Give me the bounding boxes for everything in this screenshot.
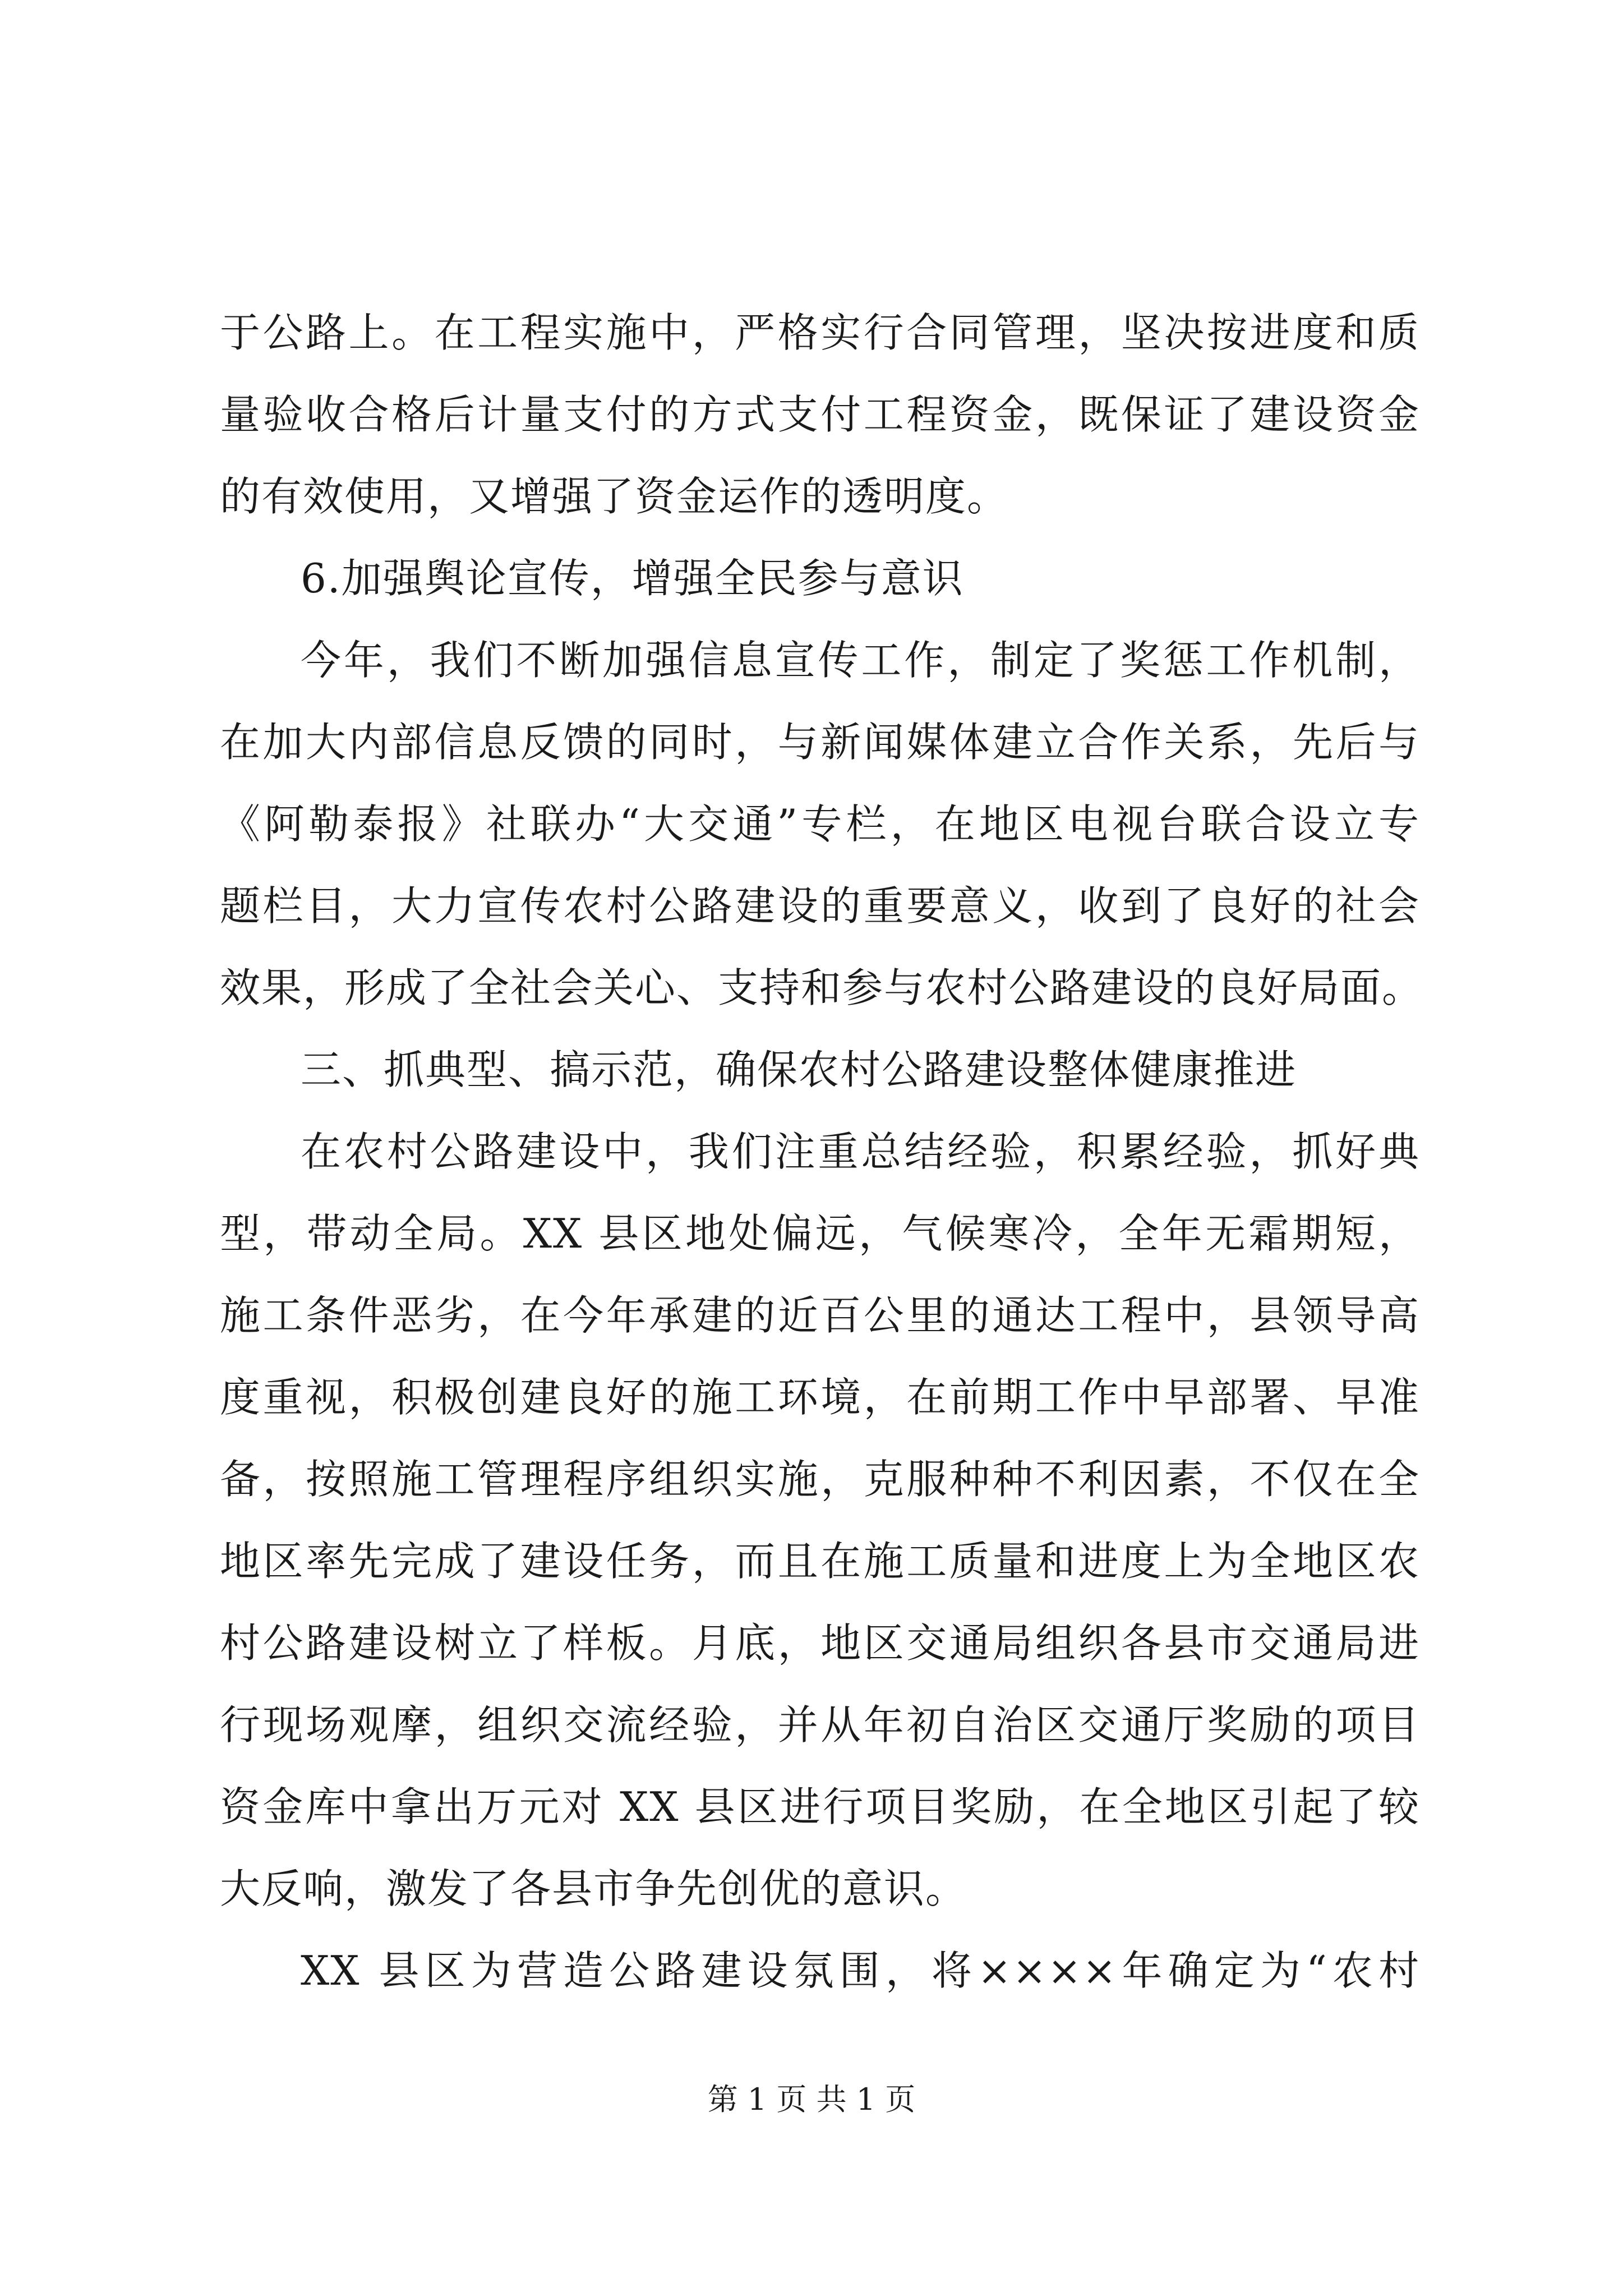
text-line: 资金库中拿出万元对 XX 县区进行项目奖励，在全地区引起了较 (220, 1783, 1420, 1830)
text-line: 地区率先完成了建设任务，而且在施工质量和进度上为全地区农 (220, 1538, 1420, 1585)
text-line: 行现场观摩，组织交流经验，并从年初自治区交通厅奖励的项目 (220, 1701, 1420, 1749)
text-line: 村公路建设树立了样板。月底，地区交通局组织各县市交通局进 (220, 1619, 1420, 1667)
text-line: 在农村公路建设中，我们注重总结经验，积累经验，抓好典 (301, 1128, 1420, 1175)
text-line: 于公路上。在工程实施中，严格实行合同管理，坚决按进度和质 (220, 309, 1420, 356)
text-line: 型，带动全局。XX 县区地处偏远，气候寒冷，全年无霜期短， (220, 1210, 1420, 1257)
text-line: 大反响，激发了各县市争先创优的意识。 (220, 1865, 967, 1912)
text-line: 量验收合格后计量支付的方式支付工程资金，既保证了建设资金 (220, 391, 1420, 438)
text-line: 在加大内部信息反馈的同时，与新闻媒体建立合作关系，先后与 (220, 719, 1420, 766)
section-heading: 6.加强舆论宣传，增强全民参与意识 (301, 555, 964, 602)
text-line: 今年，我们不断加强信息宣传工作，制定了奖惩工作机制， (301, 637, 1420, 684)
text-line: 题栏目，大力宣传农村公路建设的重要意义，收到了良好的社会 (220, 882, 1420, 930)
text-line: 度重视，积极创建良好的施工环境，在前期工作中早部署、早准 (220, 1374, 1420, 1421)
text-line: XX 县区为营造公路建设氛围，将××××年确定为“农村 (301, 1947, 1420, 1994)
text-line: 的有效使用，又增强了资金运作的透明度。 (220, 473, 1009, 520)
text-line: 施工条件恶劣，在今年承建的近百公里的通达工程中，县领导高 (220, 1292, 1420, 1339)
text-line: 备，按照施工管理程序组织实施，克服种种不利因素，不仅在全 (220, 1456, 1420, 1503)
section-heading: 三、抓典型、搞示范，确保农村公路建设整体健康推进 (301, 1046, 1297, 1093)
text-line: 《阿勒泰报》社联办“大交通”专栏，在地区电视台联合设立专 (220, 800, 1420, 848)
text-line: 效果，形成了全社会关心、支持和参与农村公路建设的良好局面。 (220, 964, 1424, 1011)
page-number: 第 1 页 共 1 页 (707, 2082, 916, 2117)
